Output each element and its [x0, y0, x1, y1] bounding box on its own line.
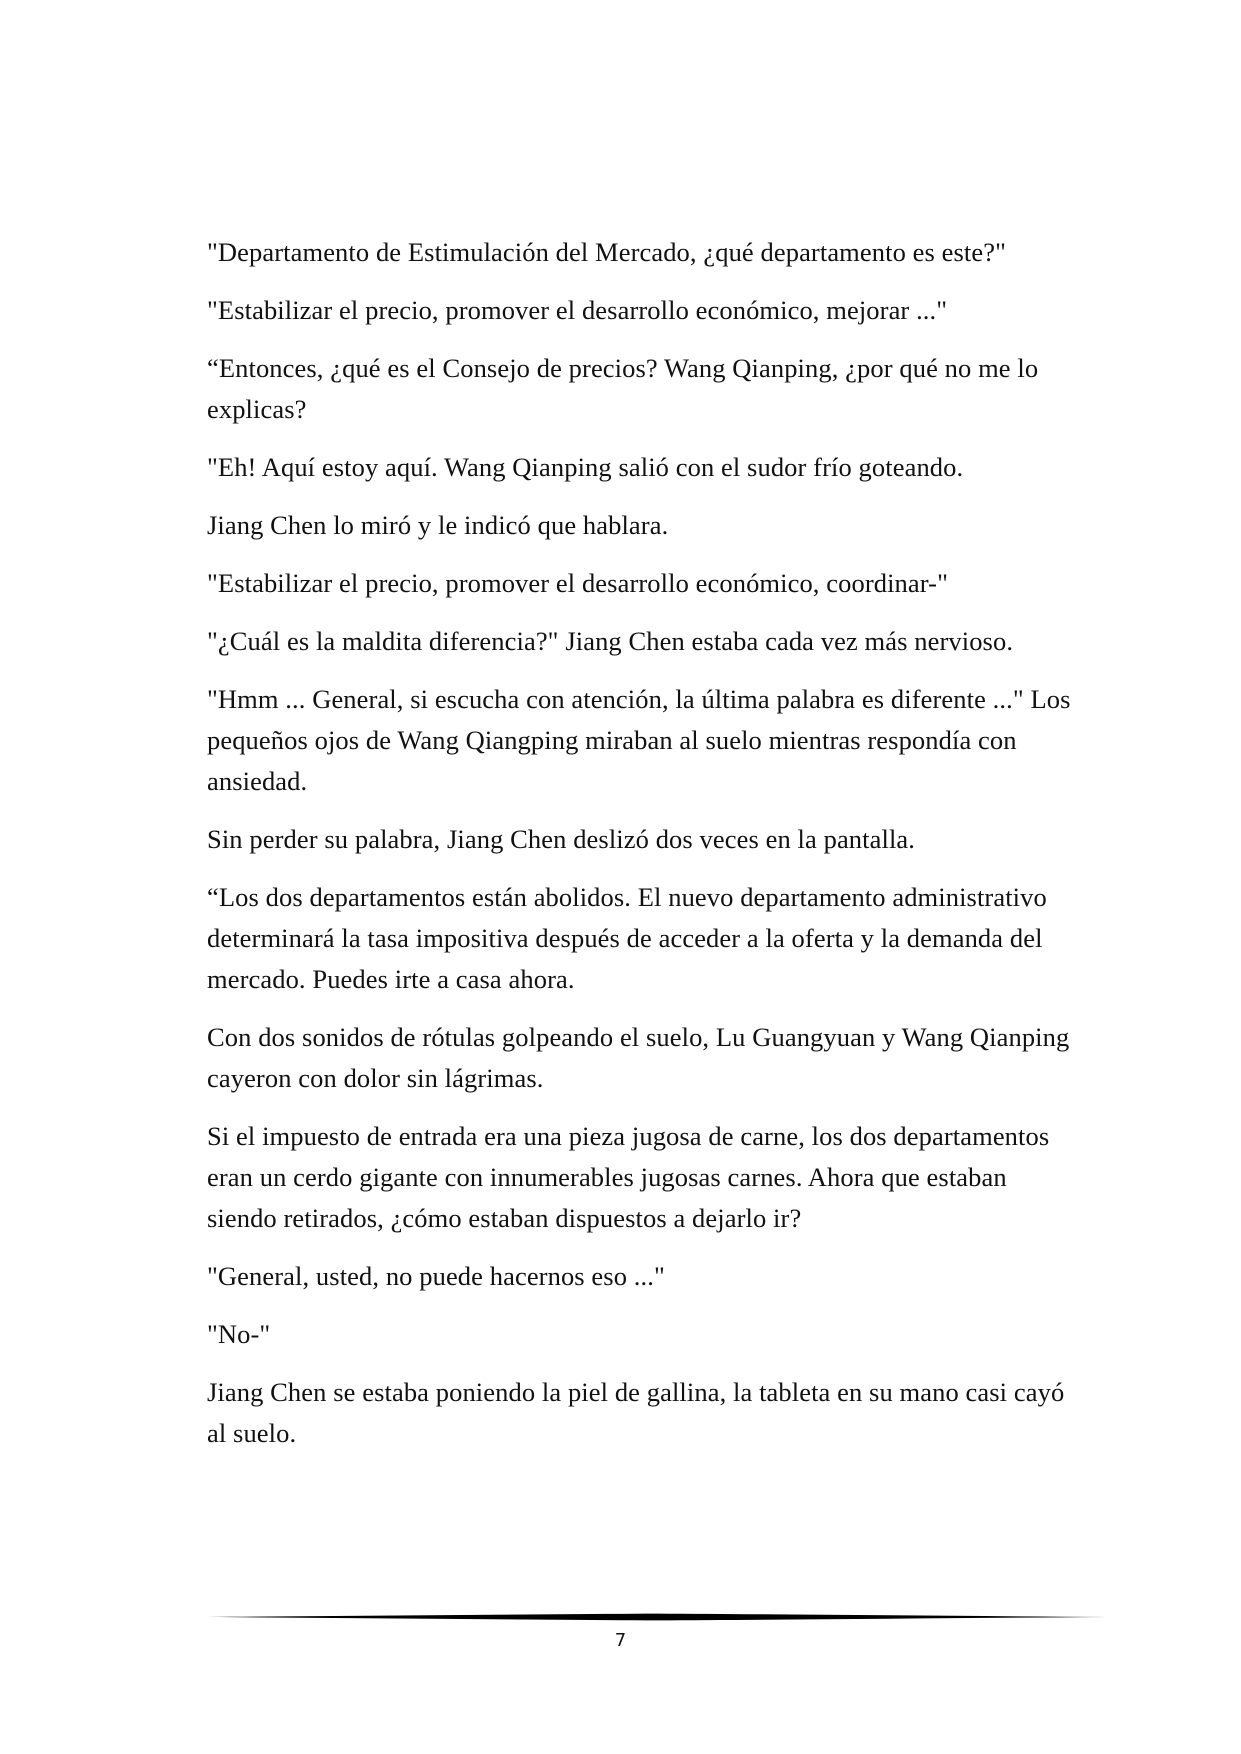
- footer-divider: [207, 1611, 1107, 1623]
- paragraph: "General, usted, no puede hacernos eso ...": [207, 1261, 665, 1291]
- paragraph: "Hmm ... General, si escucha con atención, la última palabra es diferente ..." Los pequeños ojos de Wang Qiangping miraban al suelo mientras respondía con ansiedad.: [207, 684, 1071, 796]
- paragraph: Jiang Chen lo miró y le indicó que hablara.: [207, 510, 669, 540]
- page-number: 7: [614, 1630, 627, 1651]
- paragraph: Jiang Chen se estaba poniendo la piel de gallina, la tableta en su mano casi cayó al suelo.: [207, 1377, 1065, 1448]
- paragraph: Sin perder su palabra, Jiang Chen deslizó dos veces en la pantalla.: [207, 824, 915, 854]
- paragraph: Con dos sonidos de rótulas golpeando el suelo, Lu Guangyuan y Wang Qianping cayeron con dolor sin lágrimas.: [207, 1022, 1070, 1093]
- page-body: [207, 232, 1077, 1471]
- paragraph: "¿Cuál es la maldita diferencia?" Jiang Chen estaba cada vez más nervioso.: [207, 626, 1014, 656]
- paragraph: “Los dos departamentos están abolidos. El nuevo departamento administrativo determinará la tasa impositiva después de acceder a la oferta y la demanda del mercado. Puedes irte a casa ahora.: [207, 882, 1047, 994]
- paragraph: "Eh! Aquí estoy aquí. Wang Qianping salió con el sudor frío goteando.: [207, 452, 964, 482]
- paragraph: Si el impuesto de entrada era una pieza jugosa de carne, los dos departamentos eran un cerdo gigante con innumerables jugosas carnes. Ahora que estaban siendo retirados, ¿cómo estaban dispuestos a dejarlo ir?: [207, 1121, 1050, 1233]
- paragraph: "No-": [207, 1319, 271, 1349]
- paragraph: "Departamento de Estimulación del Mercado, ¿qué departamento es este?": [207, 237, 1007, 267]
- paragraph: "Estabilizar el precio, promover el desarrollo económico, mejorar ...": [207, 295, 948, 325]
- paragraph: “Entonces, ¿qué es el Consejo de precios? Wang Qianping, ¿por qué no me lo explicas?: [207, 353, 1039, 424]
- paragraph: "Estabilizar el precio, promover el desarrollo económico, coordinar-": [207, 568, 949, 598]
